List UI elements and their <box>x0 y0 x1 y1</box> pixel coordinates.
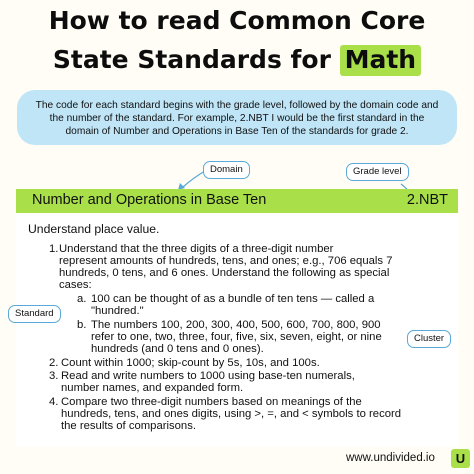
list-line: "hundred." <box>91 305 144 317</box>
title-line-2-prefix: State Standards for <box>52 45 340 74</box>
standards-body <box>16 213 458 447</box>
list-line: represent amounts of hundreds, tens, and ones; e.g., 706 equals 7 <box>59 255 393 267</box>
list-line: Read and write numbers to 1000 using base-ten numerals, <box>61 370 355 382</box>
title-line-1: How to read Common Core <box>48 6 426 35</box>
list-line: hundreds (and 0 tens and 0 ones). <box>91 343 264 355</box>
list-marker: 1. <box>49 243 59 255</box>
cluster-label: Cluster <box>407 330 451 348</box>
list-marker: 2. <box>49 357 59 369</box>
list-marker: 4. <box>49 396 59 408</box>
list-marker: 3. <box>49 370 59 382</box>
list-line: 100 can be thought of as a bundle of ten tens — called a <box>91 293 375 305</box>
list-line: hundreds, tens, and ones digits, using >, =, and < symbols to record <box>61 408 402 420</box>
list-line: hundreds, 0 tens, and 6 ones. Understand the following as special <box>59 267 390 279</box>
list-line: Count within 1000; skip-count by 5s, 10s, and 100s. <box>61 357 320 369</box>
grade-level-label: Grade level <box>346 163 409 181</box>
list-marker: a. <box>77 293 87 305</box>
undivided-logo-icon: U <box>451 449 470 468</box>
domain-name: Number and Operations in Base Ten <box>32 192 267 208</box>
site-url: www.undivided.io <box>346 452 435 464</box>
list-marker: b. <box>77 319 87 331</box>
standard-label: Standard <box>8 305 61 323</box>
list-line: Understand that the three digits of a three-digit number <box>59 243 334 255</box>
list-line: Compare two three-digit numbers based on meanings of the <box>61 396 362 408</box>
list-line: refer to one, two, three, four, five, six, seven, eight, or nine <box>91 331 382 343</box>
domain-label: Domain <box>203 161 250 179</box>
intro-text: The code for each standard begins with the grade level, followed by the domain code and the number of the standard. For example, 2.NBT I would be the first standard in the domain of Number and Operations in Base Ten of the standards for grade 2. <box>35 100 439 137</box>
title-highlight-math: Math <box>340 45 422 76</box>
standard-code: 2.NBT <box>406 192 448 208</box>
list-line: The numbers 100, 200, 300, 400, 500, 600, 700, 800, 900 <box>91 319 381 331</box>
list-line: number names, and expanded form. <box>61 382 244 394</box>
standard-header-bar <box>16 189 458 213</box>
list-line: cases: <box>59 279 92 291</box>
list-line: the results of comparisons. <box>61 420 196 432</box>
cluster-title: Understand place value. <box>28 222 160 236</box>
